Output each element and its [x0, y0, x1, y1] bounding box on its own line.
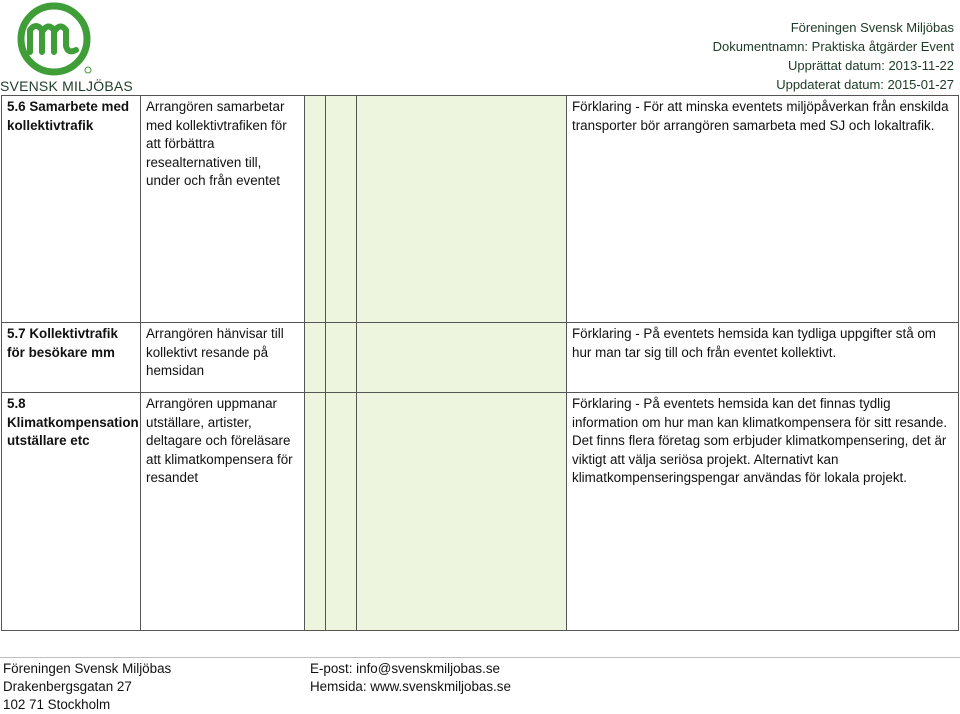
check-cell [305, 323, 326, 393]
footer-email[interactable]: E-post: info@svenskmiljobas.se [310, 661, 500, 676]
measure-explanation: Förklaring - För att minska eventets miljöpåverkan från enskilda transporter bör arrangören samarbeta med SJ och lokaltrafik. [567, 96, 959, 323]
check-cell [305, 393, 326, 631]
measure-explanation: Förklaring - På eventets hemsida kan det finnas tydlig information om hur man kan klimatkompensera för sitt resande. Det finns flera företag som erbjuder klimatkompensering, det är viktigt att välja seriösa projekt. Alternativt kan klimatkompenseringspengar användas för lokala projekt. [567, 393, 959, 631]
check-cell [305, 96, 326, 323]
measure-requirement: Arrangören uppmanar utställare, artister, deltagare och föreläsare att klimatkompensera för resandet [141, 393, 305, 631]
check-cell [326, 96, 357, 323]
document-header [713, 18, 954, 94]
table-row [2, 96, 959, 323]
footer-address [3, 660, 171, 714]
footer-city: 102 71 Stockholm [3, 697, 111, 712]
measure-explanation: Förklaring - På eventets hemsida kan tydliga uppgifter stå om hur man tar sig till och från eventet kollektivt. [567, 323, 959, 393]
footer-website[interactable]: Hemsida: www.svenskmiljobas.se [310, 679, 511, 694]
header-org: Föreningen Svensk Miljöbas [790, 20, 954, 35]
measure-requirement: Arrangören samarbetar med kollektivtrafiken för att förbättra resealternativen till, under och från eventet [141, 96, 305, 323]
measure-title: 5.8 Klimatkompensation utställare etc [2, 393, 141, 631]
measure-title: 5.7 Kollektivtrafik för besökare mm [2, 323, 141, 393]
svensk-miljobas-logo [0, 0, 133, 95]
measure-requirement: Arrangören hänvisar till kollektivt resande på hemsidan [141, 323, 305, 393]
logo-text: SVENSK MILJÖBAS [0, 78, 133, 94]
table-row [2, 323, 959, 393]
check-cell [326, 393, 357, 631]
m-logo-icon [12, 2, 96, 76]
comment-cell [357, 96, 567, 323]
table-row [2, 393, 959, 631]
header-document-name: Dokumentnamn: Praktiska åtgärder Event [712, 39, 954, 54]
comment-cell [357, 393, 567, 631]
header-created-date: Upprättat datum: 2013-11-22 [788, 58, 954, 73]
header-updated-date: Uppdaterat datum: 2015-01-27 [776, 77, 954, 92]
footer-divider [0, 657, 960, 658]
comment-cell [357, 323, 567, 393]
check-cell [326, 323, 357, 393]
footer-org: Föreningen Svensk Miljöbas [3, 661, 172, 676]
footer-contact [310, 660, 511, 696]
measures-table [1, 95, 959, 631]
measure-title: 5.6 Samarbete med kollektivtrafik [2, 96, 141, 323]
footer-street: Drakenbergsgatan 27 [3, 679, 132, 694]
